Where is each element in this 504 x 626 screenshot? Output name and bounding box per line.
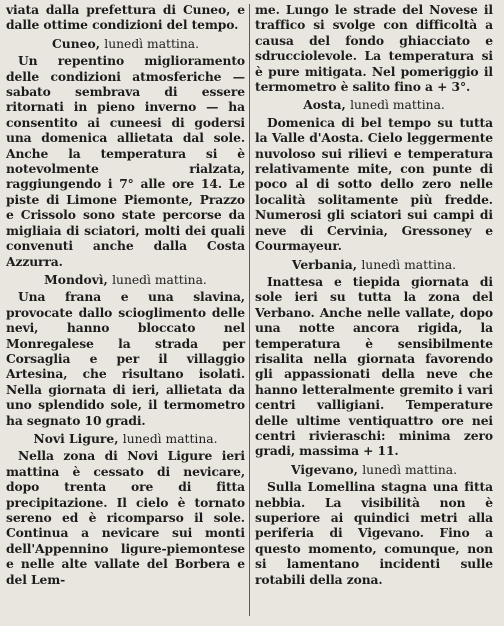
dateline-cuneo xyxy=(6,36,245,52)
article-novi-ligure-text: Nella zona di Novi Ligure ieri mattina è cessato di nevicare, dopo trenta ore di fitta precipitazione. Il cielo è tornato sereno ed è ricomparso il sole. Continua a nevicare sui monti dell'Appennino ligure-piemontese e nelle alte vallate del Borbera e del Lem- xyxy=(6,448,245,587)
article-mondovi-text: Una frana e una slavina, provocate dallo scioglimento delle nevi, hanno bloccato nel Monregalese la strada per Corsaglia e per il villaggio Artesina, che risultano isolati. Nella giornata di ieri, allietata da uno splendido sole, il termometro ha segnato 10 gradi. xyxy=(6,289,245,428)
article-cuneo-text: Un repentino miglioramento delle condizioni atmosferiche — sabato sembrava di essere ritornati in pieno inverno — ha consentito ai cuneesi di godersi una domenica allietata dal sole. Anche la temperatura si è notevolmente rialzata, raggiungendo i 7° alle ore 14. Le piste di Limone Piemonte, Prazzo e Crissolo sono state percorse da migliaia di sciatori, molti dei quali convenuti anche dalla Costa Azzurra. xyxy=(6,53,245,269)
dateline-time: lunedì mattina. xyxy=(362,462,457,477)
dateline-place: Novi Ligure, xyxy=(33,430,119,446)
article-vigevano-text: Sulla Lomellina stagna una fitta nebbia. La visibilità non è superiore ai quindici metri alla periferia di Vigevano. Fino a questo momento, comunque, non si lamentano incidenti sulle rotabili della zona. xyxy=(255,479,493,587)
dateline-time: lunedì mattina. xyxy=(350,98,445,113)
dateline-novi-ligure xyxy=(6,431,245,447)
dateline-place: Mondovì, xyxy=(44,271,108,287)
dateline-place: Vigevano, xyxy=(291,461,358,477)
dateline-time: lunedì mattina. xyxy=(104,36,199,51)
right-column xyxy=(250,2,493,626)
dateline-vigevano xyxy=(255,462,493,478)
article-verbania-text: Inattesa e tiepida giornata di sole ieri su tutta la zona del Verbano. Anche nelle vallate, dopo una notte ancora rigida, la temperatura è sensibilmente risalita nella giornata favorendo gli appassionati della neve che hanno letteralmente gremito i vari centri valligiani. Temperature delle ultime ventiquattro ore nei centri rivieraschi: minima zero gradi, massima + 11. xyxy=(255,273,493,459)
continued-text: me. Lungo le strade del Novese il traffico si svolge con difficoltà a causa del fondo ghiacciato e sdrucciolevole. La temperatura si è pure mitigata. Nel pomeriggio il termometro è salito fino a + 3°. xyxy=(255,2,493,95)
dateline-aosta xyxy=(255,97,493,113)
dateline-verbania xyxy=(255,257,493,273)
dateline-time: lunedì mattina. xyxy=(112,272,207,287)
dateline-mondovi xyxy=(6,272,245,288)
dateline-place: Verbania, xyxy=(291,256,358,272)
dateline-place: Aosta, xyxy=(303,97,346,113)
dateline-time: lunedì mattina. xyxy=(361,257,457,272)
continued-text: viata dalla prefettura di Cuneo, e dalle ottime condizioni del tempo. xyxy=(6,2,245,33)
dateline-place: Cuneo, xyxy=(52,35,100,51)
article-aosta-text: Domenica di bel tempo su tutta la Valle d'Aosta. Cielo leggermente nuvoloso sui rilievi e temperatura relativamente mite, con punte di poco al di sotto dello zero nelle località solitamente più fredde. Numerosi gli sciatori sui campi di neve di Cervinia, Gressoney e Courmayeur. xyxy=(255,114,493,254)
left-column xyxy=(6,2,249,626)
dateline-time: lunedì mattina. xyxy=(122,431,218,446)
